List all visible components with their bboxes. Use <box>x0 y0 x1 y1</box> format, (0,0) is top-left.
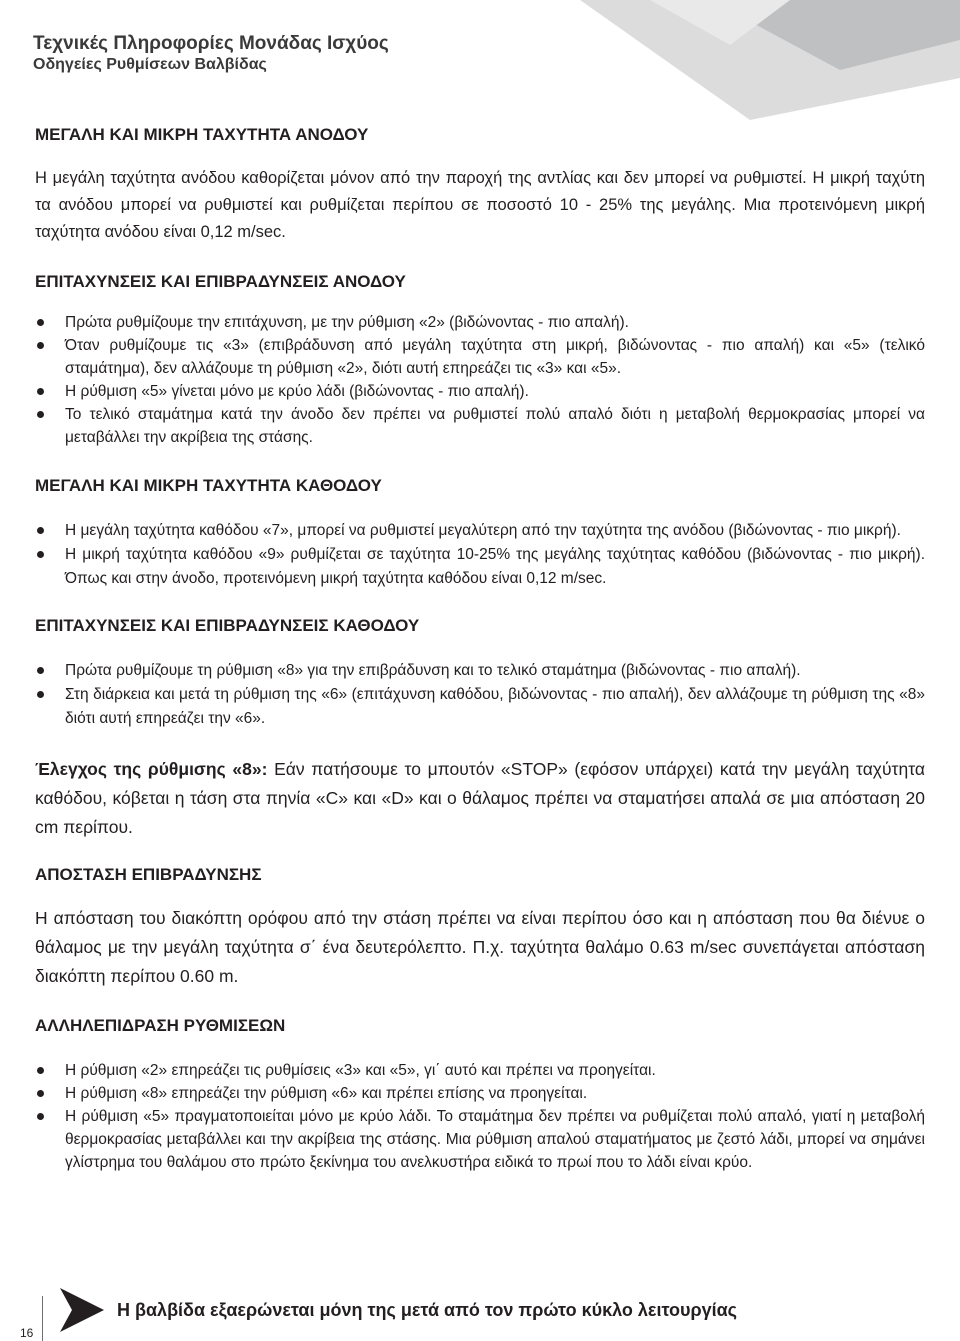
footer-note: Η βαλβίδα εξαερώνεται μόνη της μετά από τον πρώτο κύκλο λειτουργίας <box>117 1300 738 1320</box>
interaction-list <box>35 1059 925 1174</box>
descent-speed-list <box>35 519 925 591</box>
footer-divider <box>42 1296 43 1341</box>
list-item: Η ρύθμιση «8» επηρεάζει την ρύθμιση «6» και πρέπει επίσης να προηγείται. <box>35 1082 925 1105</box>
list-item: Η ρύθμιση «5» πραγματοποιείται μόνο με κρύο λάδι. Το σταμάτημα δεν πρέπει να ρυθμίζεται πολύ απαλό, γιατί η μεταβολή θερμοκρασίας μεταβάλλει και την ακρίβεια της στάσης. Μια ρύθμιση απαλού σταματήματος με ζεστό λάδι, μπορεί να σημάνει γλίστρημα του θαλάμου στο πρώτο ξεκίνημα του ανελκυστήρα ειδικά το πρωί που το λάδι είναι κρύο. <box>35 1105 925 1174</box>
ascent-accel-list <box>35 311 925 449</box>
section-heading-ascent-accel: ΕΠΙΤΑΧΥΝΣΕΙΣ ΚΑΙ ΕΠΙΒΡΑΔΥΝΣΕΙΣ ΑΝΟΔΟΥ <box>35 272 406 291</box>
list-item: Η ρύθμιση «2» επηρεάζει τις ρυθμίσεις «3» και «5», γι΄ αυτό και πρέπει να προηγείται. <box>35 1059 925 1082</box>
document-body <box>35 124 925 1174</box>
document-subtitle: Οδηγείες Ρυθμίσεων Βαλβίδας <box>33 56 267 73</box>
list-item: Η ρύθμιση «5» γίνεται μόνο με κρύο λάδι (βιδώνοντας - πιο απαλή). <box>35 380 925 403</box>
section-heading-descent-speed: ΜΕΓΑΛΗ ΚΑΙ ΜΙΚΡΗ ΤΑΧΥΤΗΤΑ ΚΑΘΟΔΟΥ <box>35 476 382 495</box>
list-item: Το τελικό σταμάτημα κατά την άνοδο δεν πρέπει να ρυθμιστεί πολύ απαλό διότι η μεταβολή θερμοκρασίας μπορεί να μεταβάλλει την ακρίβεια της στάσης. <box>35 403 925 449</box>
check-setting-text: Εάν πατήσουμε το μπουτόν «STOP» (εφόσον υπάρχει) κατά την μεγάλη ταχύτητα καθόδου, κόβεται η τάση στα πηνία «C» και «D» και ο θάλαμος πρέπει να σταματήσει απαλά σε μια απόσταση 20 cm περίπου. <box>35 759 925 837</box>
decorative-header-shapes <box>540 0 960 120</box>
list-item: Όταν ρυθμίζουμε τις «3» (επιβράδυνση από μεγάλη ταχύτητα στη μικρή, βιδώνοντας - πιο απαλή) και «5» (τελικό σταμάτημα), δεν αλλάζουμε τη ρύθμιση «2», διότι αυτή επηρεάζει τις «3» και «5». <box>35 334 925 380</box>
page-number: 16 <box>20 1326 34 1340</box>
section-heading-interaction: ΑΛΛΗΛΕΠΙΔΡΑΣΗ ΡΥΘΜΙΣΕΩΝ <box>35 1016 286 1035</box>
ascent-speed-paragraph: Η μεγάλη ταχύτητα ανόδου καθορίζεται μόνον από την παροχή της αντλίας και δεν μπορεί να ρυθμιστεί. Η μικρή ταχύτη τα ανόδου μπορεί να ρυθμιστεί και ρυθμίζεται περίπου σε ποσοστό 10 - 25% της μεγάλης. Μια προτεινόμενη μικρή ταχύτητα ανόδου είναι 0,12 m/sec. <box>35 169 925 241</box>
arrow-icon <box>58 1288 104 1332</box>
list-item: Πρώτα ρυθμίζουμε την επιτάχυνση, με την ρύθμιση «2» (βιδώνοντας - πιο απαλή). <box>35 311 925 334</box>
check-setting-paragraph <box>35 755 925 842</box>
list-item: Πρώτα ρυθμίζουμε τη ρύθμιση «8» για την επιβράδυνση και το τελικό σταμάτημα (βιδώνοντας - πιο απαλή). <box>35 659 925 683</box>
section-heading-ascent-speed: ΜΕΓΑΛΗ ΚΑΙ ΜΙΚΡΗ ΤΑΧΥΤΗΤΑ ΑΝΟΔΟΥ <box>35 125 369 144</box>
section-heading-deceleration-distance: ΑΠΟΣΤΑΣΗ ΕΠΙΒΡΑΔΥΝΣΗΣ <box>35 865 262 884</box>
list-item: Η μικρή ταχύτητα καθόδου «9» ρυθμίζεται σε ταχύτητα 10-25% της μεγάλης ταχύτητας καθόδου (βιδώνοντας - πιο μικρή). Όπως και στην άνοδο, προτεινόμενη μικρή ταχύτητα καθόδου είναι 0,12 m/sec. <box>35 543 925 591</box>
page-header <box>33 33 389 75</box>
descent-accel-list <box>35 659 925 731</box>
deceleration-distance-paragraph: Η απόσταση του διακόπτη ορόφου από την στάση πρέπει να είναι περίπου όσο και η απόσταση που θα διένυε ο θάλαμος με την μεγάλη ταχύτητα σ΄ ένα δευτερόλεπτο. Π.χ. ταχύτητα θαλάμο 0.63 m/sec συνεπάγεται απόσταση διακόπτη περίπου 0.60 m. <box>35 908 925 986</box>
document-title: Τεχνικές Πληροφορίες Μονάδας Ισχύος <box>33 33 389 54</box>
check-setting-label: Έλεγχος της ρύθμισης «8»: <box>35 759 268 779</box>
section-heading-descent-accel: ΕΠΙΤΑΧΥΝΣΕΙΣ ΚΑΙ ΕΠΙΒΡΑΔΥΝΣΕΙΣ ΚΑΘΟΔΟΥ <box>35 616 420 635</box>
list-item: Στη διάρκεια και μετά τη ρύθμιση της «6» (επιτάχυνση καθόδου, βιδώνοντας - πιο απαλή), δεν αλλάζουμε τη ρύθμιση της «8» διότι αυτή επηρεάζει την «6». <box>35 683 925 731</box>
list-item: Η μεγάλη ταχύτητα καθόδου «7», μπορεί να ρυθμιστεί μεγαλύτερη από την ταχύτητα της ανόδου (βιδώνοντας - πιο μικρή). <box>35 519 925 543</box>
